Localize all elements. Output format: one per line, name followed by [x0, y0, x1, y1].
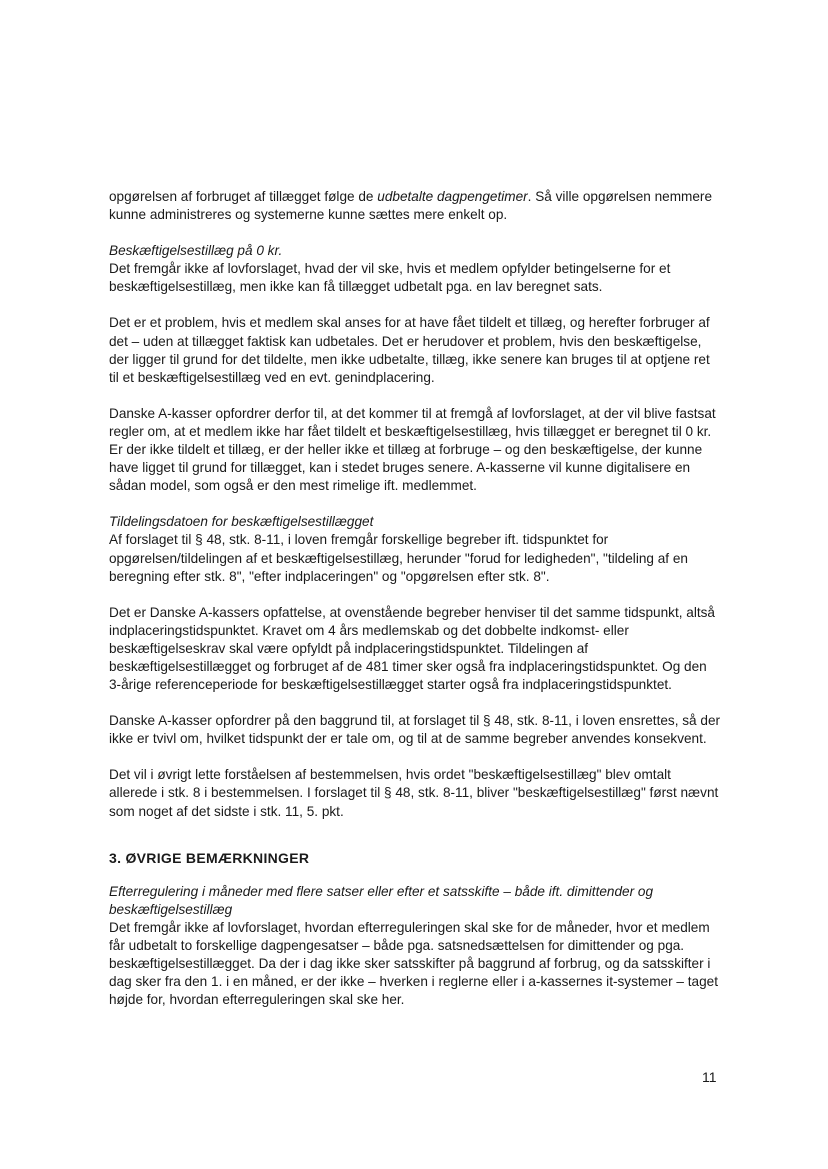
paragraph: Det vil i øvrigt lette forståelsen af bestemmelsen, hvis ordet "beskæftigelsestillæg" blev omtalt allerede i stk. 8 i bestemmelsen. I forslaget til § 48, stk. 8-11, bliver "beskæftigelsestillæg" først nævnt som noget af det sidste i stk. 11, 5. pkt.: [109, 767, 719, 819]
text-run: opgørelsen af forbruget af tillægget følge de: [109, 189, 378, 204]
emphasis-text: udbetalte dagpengetimer: [377, 189, 528, 204]
subheading-allocation-date: Tildelingsdatoen for beskæftigelsestillægget: [109, 514, 374, 530]
paragraph: Det fremgår ikke af lovforslaget, hvordan efterreguleringen skal ske for de måneder, hvor et medlem får udbetalt to forskellige dagpengesatser – både pga. satsnedsættelsen for dimittender og pga. beskæftigelsestillægget. Da der i dag ikke sker satsskifter på baggrund af forbrug, og da satsskifter i dag sker fra den 1. i en måned, er der ikke – hverken i reglerne eller i a-kassernes it-systemer – taget højde for, hvordan efterreguleringen skal ske her.: [109, 919, 718, 1008]
subheading-zero-supplement: Beskæftigelsestillæg på 0 kr.: [109, 243, 283, 259]
text-run: . Så ville opgørelsen nemmere kunne administreres og systemerne kunne sættes mere enkelt op.: [109, 189, 713, 223]
paragraph: Det fremgår ikke af lovforslaget, hvad der vil ske, hvis et medlem opfylder betingelserne for et beskæftigelsestillæg, men ikke kan få tillægget udbetalt pga. en lav beregnet sats.: [109, 261, 671, 295]
paragraph: Det er Danske A-kassers opfattelse, at ovenstående begreber henviser til det samme tidspunkt, altså indplaceringstidspunktet. Kravet om 4 års medlemskab og det dobbelte indkomst- eller beskæftigelseskrav skal være opfyldt på indplaceringstidspunktet. Tildelingen af beskæftigelsestillægget og forbruget af de 481 timer sker også fra indplaceringstidspunktet. Og den 3-årige referenceperiode for beskæftigelsestillægget starter også fra indplaceringstidspunktet.: [109, 604, 715, 693]
paragraph: Af forslaget til § 48, stk. 8-11, i loven fremgår forskellige begreber ift. tidspunktet for opgørelsen/tildelingen af et beskæftigelsestillæg, herunder "forud for ledigheden", "tildeling af en beregning efter stk. 8", "efter indplaceringen" og "opgørelsen efter stk. 8".: [109, 532, 688, 584]
paragraph: Det er et problem, hvis et medlem skal anses for at have fået tildelt et tillæg, og herefter forbruger af det – uden at tillægget faktisk kan udbetales. Det er herudover et problem, hvis den beskæftigelse, der ligger til grund for det tildelte, men ikke udbetalte, tillæg, ikke senere kan bruges til at optjene ret til et beskæftigelsestillæg ved en evt. genindplacering.: [109, 315, 710, 385]
paragraph: Danske A-kasser opfordrer på den baggrund til, at forslaget til § 48, stk. 8-11, i loven ensrettes, så der ikke er tvivl om, hvilket tidspunkt der er tale om, og til at de samme begreber anvendes konsekvent.: [109, 713, 721, 747]
paragraph: Danske A-kasser opfordrer derfor til, at det kommer til at fremgå af lovforslaget, at der vil blive fastsat regler om, at et medlem ikke har fået tildelt et beskæftigelsestillæg, hvis tillægget er beregnet til 0 kr. Er der ikke tildelt et tillæg, er der heller ikke et tillæg at forbruge – og den beskæftigelse, der kunne have ligget til grund for tillægget, kan i stedet bruges senere. A-kasserne vil kunne digitalisere en sådan model, som også er den mest rimelige ift. medlemmet.: [109, 405, 716, 494]
section-heading: 3. ØVRIGE BEMÆRKNINGER: [109, 849, 310, 866]
paragraph: [109, 188, 721, 224]
subheading-readjustment: Efterregulering i måneder med flere satser eller efter et satsskifte – både ift. dimittender og beskæftigelsestillæg: [109, 883, 654, 917]
document-body: [109, 188, 721, 1009]
page-number: 11: [702, 1069, 717, 1085]
